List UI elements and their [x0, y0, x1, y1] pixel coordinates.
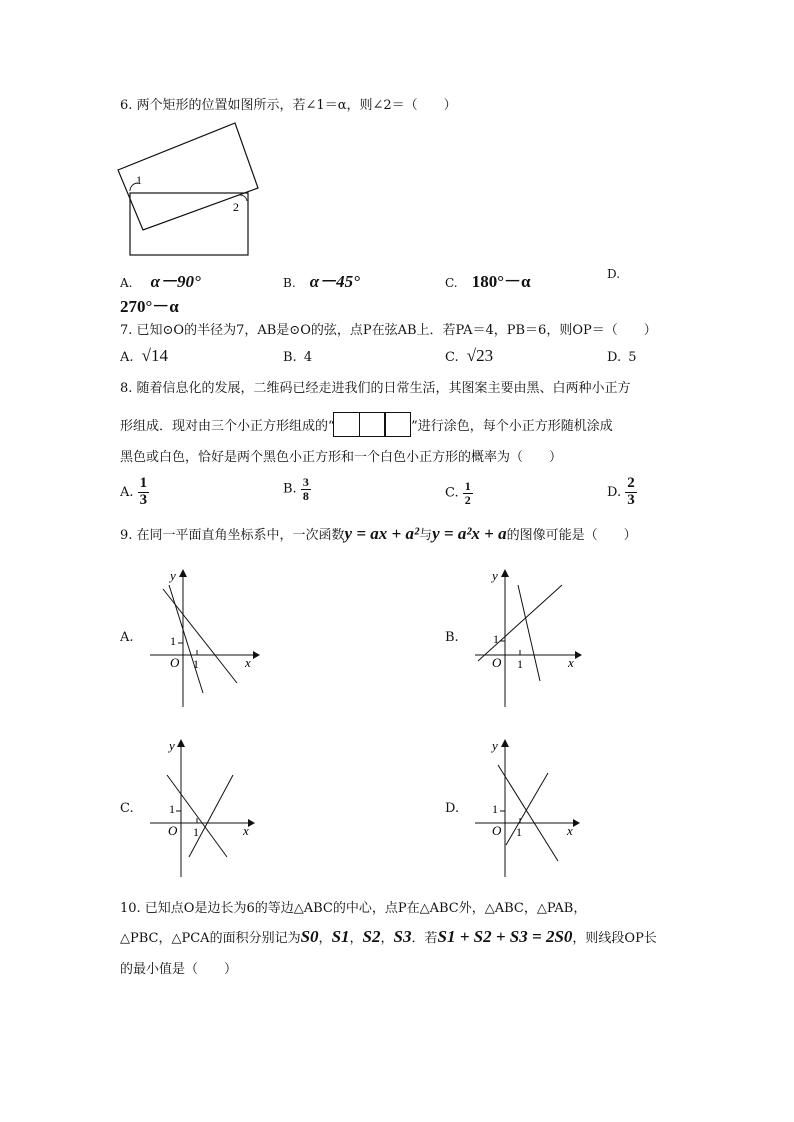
svg-text:y: y	[492, 738, 498, 753]
q6-option-d-label[interactable]: D.	[607, 267, 621, 281]
q6-option-d-value[interactable]: 270°－α	[120, 297, 179, 316]
q9-graph-c[interactable]	[145, 735, 260, 880]
svg-text:1: 1	[517, 657, 523, 671]
q6-option-b[interactable]: B. α－45°	[283, 272, 360, 291]
q9-option-b-label[interactable]: B.	[445, 630, 459, 645]
q9-graph-a[interactable]	[145, 565, 260, 710]
q9-graph-d[interactable]	[470, 735, 585, 880]
q7-option-d[interactable]: D. 5	[607, 350, 637, 365]
angle-2-label: 2	[233, 200, 239, 214]
q8-option-c[interactable]: C. $\frac{1}{2}$	[445, 479, 471, 507]
svg-text:1: 1	[193, 657, 199, 671]
angle-1-label: 1	[136, 173, 142, 187]
q9-graph-b[interactable]	[470, 565, 585, 710]
horizontal-rectangle	[130, 193, 248, 255]
svg-text:O: O	[492, 823, 502, 838]
q7-option-b[interactable]: B. 4	[283, 350, 313, 365]
svg-text:O: O	[168, 823, 178, 838]
q7-option-a[interactable]: A. √14	[120, 346, 169, 365]
svg-text:y: y	[170, 568, 176, 583]
q7-option-c[interactable]: C. √23	[445, 346, 494, 365]
q10-stem-line1: 10. 已知点O是边长为6的等边△ABC的中心，点P在△ABC外，△ABC，△PAB，	[120, 901, 587, 916]
svg-text:1: 1	[493, 632, 499, 646]
svg-text:1: 1	[169, 802, 175, 816]
q9-stem: 9. 在同一平面直角坐标系中，一次函数y = ax + a²与y = a²x + a的图像可能是（ ）	[120, 524, 637, 543]
q9-option-d-label[interactable]: D.	[445, 801, 460, 816]
svg-text:1: 1	[170, 634, 176, 648]
q9-option-a-label[interactable]: A.	[120, 630, 134, 645]
q9-option-c-label[interactable]: C.	[120, 801, 134, 816]
q8-stem-line2: 形组成．现对由三个小正方形组成的“ ”进行涂色，每个小正方形随机涂成	[120, 412, 613, 441]
q6-option-a[interactable]: A. α－90°	[120, 272, 201, 291]
q8-stem-line1: 8. 随着信息化的发展，二维码已经走进我们的日常生活，其图案主要由黑、白两种小正方	[120, 381, 631, 396]
q7-stem: 7. 已知⊙O的半径为7，AB是⊙O的弦，点P在弦AB上．若PA＝4，PB＝6，则OP＝（ ）	[120, 323, 657, 338]
q6-figure	[110, 118, 270, 263]
svg-text:y: y	[169, 738, 175, 753]
three-squares-figure	[335, 412, 412, 441]
svg-text:1: 1	[492, 802, 498, 816]
q8-option-b[interactable]: B. $\frac{3}{8}$	[283, 475, 309, 503]
svg-text:y: y	[492, 568, 498, 583]
angle-2-arc	[239, 195, 247, 201]
q6-option-c[interactable]: C. 180°－α	[445, 272, 531, 291]
svg-text:x: x	[243, 823, 249, 838]
svg-text:1: 1	[193, 825, 199, 839]
q8-stem-line3: 黑色或白色，恰好是两个黑色小正方形和一个白色小正方形的概率为（ ）	[120, 450, 563, 465]
q8-option-d[interactable]: D. $\frac{2}{3}$	[607, 475, 635, 508]
svg-text:O: O	[170, 655, 180, 670]
svg-text:x: x	[567, 823, 573, 838]
q10-stem-line3: 的最小值是（ ）	[120, 962, 238, 977]
q10-stem-line2: △PBC，△PCA的面积分别记为S0，S1，S2，S3．若S1 + S2 + S3 = 2S0，则线段OP长	[120, 927, 657, 946]
q6-stem: 6. 两个矩形的位置如图所示，若∠1＝α，则∠2＝（ ）	[120, 98, 457, 113]
svg-text:x: x	[568, 655, 574, 670]
svg-text:1: 1	[516, 825, 522, 839]
svg-text:O: O	[492, 655, 502, 670]
q8-option-a[interactable]: A. $\frac{1}{3}$	[120, 475, 148, 508]
svg-text:x: x	[245, 655, 251, 670]
